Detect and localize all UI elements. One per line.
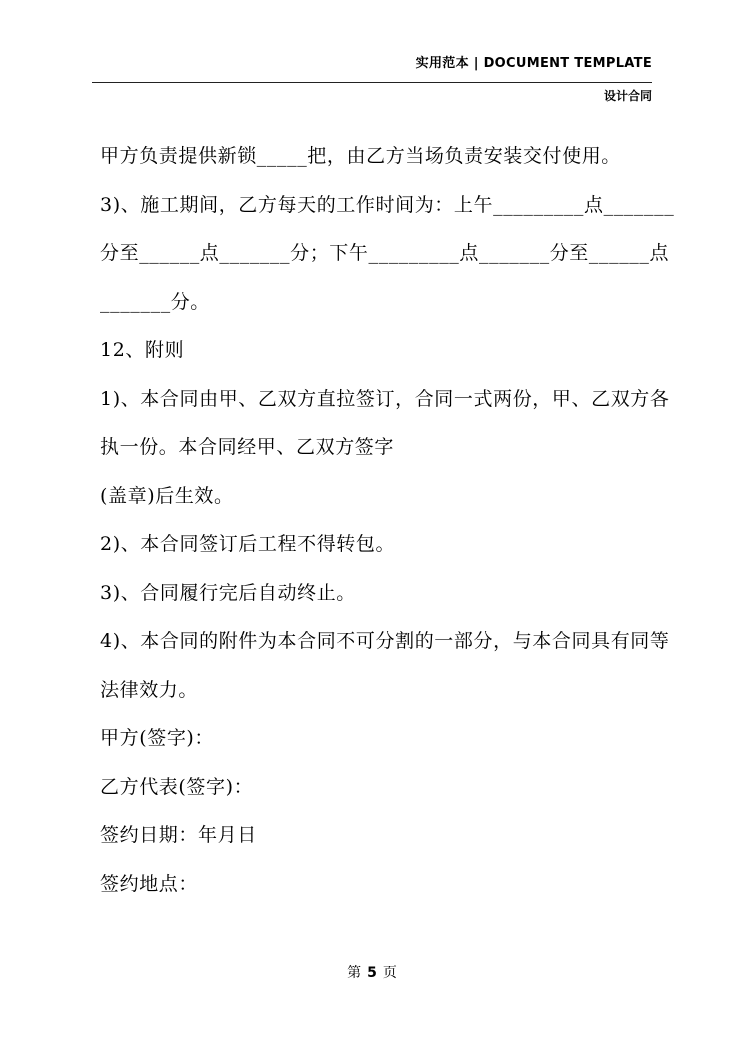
signing-place: 签约地点： xyxy=(100,872,199,895)
page-suffix: 页 xyxy=(382,965,397,981)
document-body xyxy=(100,138,675,914)
body-line: (盖章)后生效。 xyxy=(100,484,234,507)
page-prefix: 第 xyxy=(347,965,362,981)
page-footer xyxy=(0,962,744,982)
header-subtitle: 设计合同 xyxy=(603,89,652,103)
body-line: 4)、本合同的附件为本合同不可分割的一部分，与本合同具有同等 xyxy=(100,630,670,652)
body-line: 执一份。本合同经甲、乙双方签字 xyxy=(100,436,395,458)
page-number: 5 xyxy=(367,965,377,981)
body-line: 分至______点_______分；下午_________点_______分至______点 xyxy=(100,242,670,264)
body-line: 3)、施工期间，乙方每天的工作时间为：上午_________点_______ xyxy=(100,193,675,216)
header-title: 实用范本 | DOCUMENT TEMPLATE xyxy=(415,56,652,71)
body-line: _______分。 xyxy=(100,290,210,313)
section-heading: 12、附则 xyxy=(100,339,185,361)
body-line: 法律效力。 xyxy=(100,678,199,701)
body-line: 1)、本合同由甲、乙双方直拉签订，合同一式两份，甲、乙双方各 xyxy=(100,387,670,410)
header-divider xyxy=(92,82,652,83)
body-line: 2)、本合同签订后工程不得转包。 xyxy=(100,533,396,555)
signature-party-b: 乙方代表(签字)： xyxy=(100,775,254,798)
signature-party-a: 甲方(签字)： xyxy=(100,727,215,749)
body-line: 甲方负责提供新锁_____把，由乙方当场负责安装交付使用。 xyxy=(100,145,621,167)
signing-date: 签约日期：年月日 xyxy=(100,824,257,846)
body-line: 3)、合同履行完后自动终止。 xyxy=(100,581,356,604)
